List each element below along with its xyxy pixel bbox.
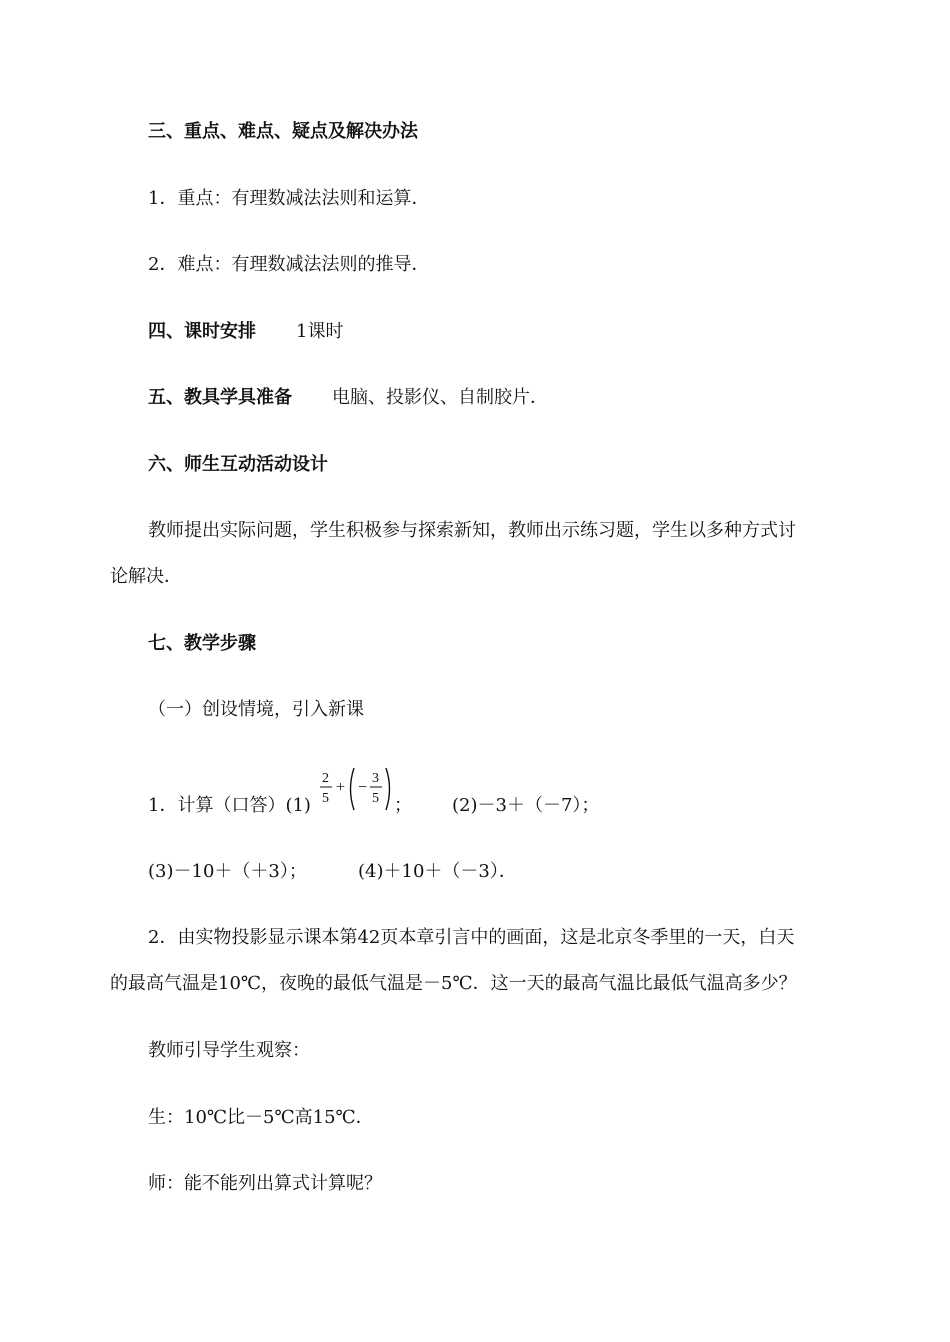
left-paren [351,768,355,810]
exercise-1-item-3: (3)－10＋（＋3）； [148,861,307,882]
section-3-heading: 三、重点、难点、疑点及解决办法 [148,121,418,142]
minus-sign: − [358,779,368,796]
section-5-value: 电脑、投影仪、自制胶片． [332,387,548,408]
section-5-heading: 五、教具学具准备 [148,387,292,408]
difficulty-item: 2．难点：有理数减法法则的推导． [148,254,430,275]
right-paren [386,768,390,810]
exercise-2-line2: 的最高气温是10℃，夜晚的最低气温是－5℃．这一天的最高气温比最低气温高多少？ [110,973,797,994]
exercise-1-item-2: (2)－3＋（－7）； [452,795,600,816]
teacher-guide-text: 教师引导学生观察： [148,1040,310,1061]
fraction-1-denominator: 5 [322,791,329,806]
teacher-question: 师：能不能列出算式计算呢？ [148,1173,382,1194]
section-7-heading: 七、教学步骤 [148,633,256,654]
plus-sign: + [336,779,346,796]
fraction-2-numerator: 3 [372,771,379,786]
fraction-expression [318,764,394,814]
section-4-row [148,320,343,344]
exercise-1-separator: ； [394,795,412,816]
section-6-paragraph-line1: 教师提出实际问题，学生积极参与探索新知，教师出示练习题，学生以多种方式讨 [148,520,796,541]
exercise-1-prefix: 1．计算（口答）(1) [148,795,311,816]
exercise-1-item-4: (4)＋10＋（－3）． [358,861,517,882]
key-point-item: 1．重点：有理数减法法则和运算． [148,188,430,209]
section-5-row [148,386,548,410]
fraction-2-denominator: 5 [372,791,379,806]
exercise-2-line1: 2．由实物投影显示课本第42页本章引言中的画面，这是北京冬季里的一天，白天 [148,927,795,948]
section-6-paragraph-line2: 论解决． [110,566,182,587]
section-7-subheading: （一）创设情境，引入新课 [148,699,364,720]
section-6-heading: 六、师生互动活动设计 [148,454,328,475]
student-response: 生：10℃比－5℃高15℃． [148,1107,374,1128]
fraction-1-numerator: 2 [322,771,329,786]
section-4-heading: 四、课时安排 [148,321,256,342]
section-4-value: 1课时 [296,321,344,342]
